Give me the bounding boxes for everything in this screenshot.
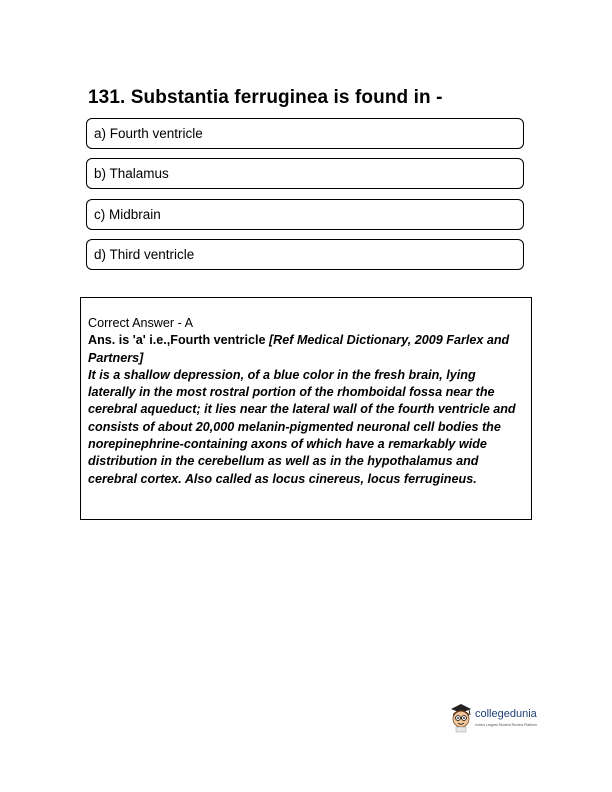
- logo-name: collegedunia: [475, 708, 537, 720]
- mascot-icon: [449, 703, 473, 733]
- correct-answer: Correct Answer - A: [88, 316, 193, 330]
- answer-explanation: It is a shallow depression, of a blue color in the fresh brain, lying laterally in the most rostral portion of the rhomboidal fossa near the cerebral aqueduct; it lies near the lateral wall of the fourth ventricle and consists of about 20,000 melanin-pigmented neuronal cell bodies the norepinephrine-containing axons of which have a remarkably wide distribution in the cerebellum as well as in the hypothalamus and cerebral cortex. Also called as locus cinereus, locus ferrugineus.: [88, 367, 516, 486]
- question-title: 131. Substantia ferruginea is found in -: [88, 87, 443, 108]
- answer-line: [88, 332, 521, 367]
- option-a[interactable]: a) Fourth ventricle: [86, 118, 524, 149]
- option-b[interactable]: b) Thalamus: [86, 158, 524, 189]
- answer-box: [80, 297, 532, 520]
- option-d[interactable]: d) Third ventricle: [86, 239, 524, 270]
- option-c[interactable]: c) Midbrain: [86, 199, 524, 230]
- answer-reference: [Ref Medical Dictionary, 2009 Farlex and Partners]: [88, 333, 510, 365]
- answer-prefix: Ans. is 'a' i.e.,Fourth ventricle: [88, 333, 269, 348]
- collegedunia-logo: [449, 703, 559, 735]
- logo-tagline: India's Largest Student Review Platform: [475, 723, 538, 727]
